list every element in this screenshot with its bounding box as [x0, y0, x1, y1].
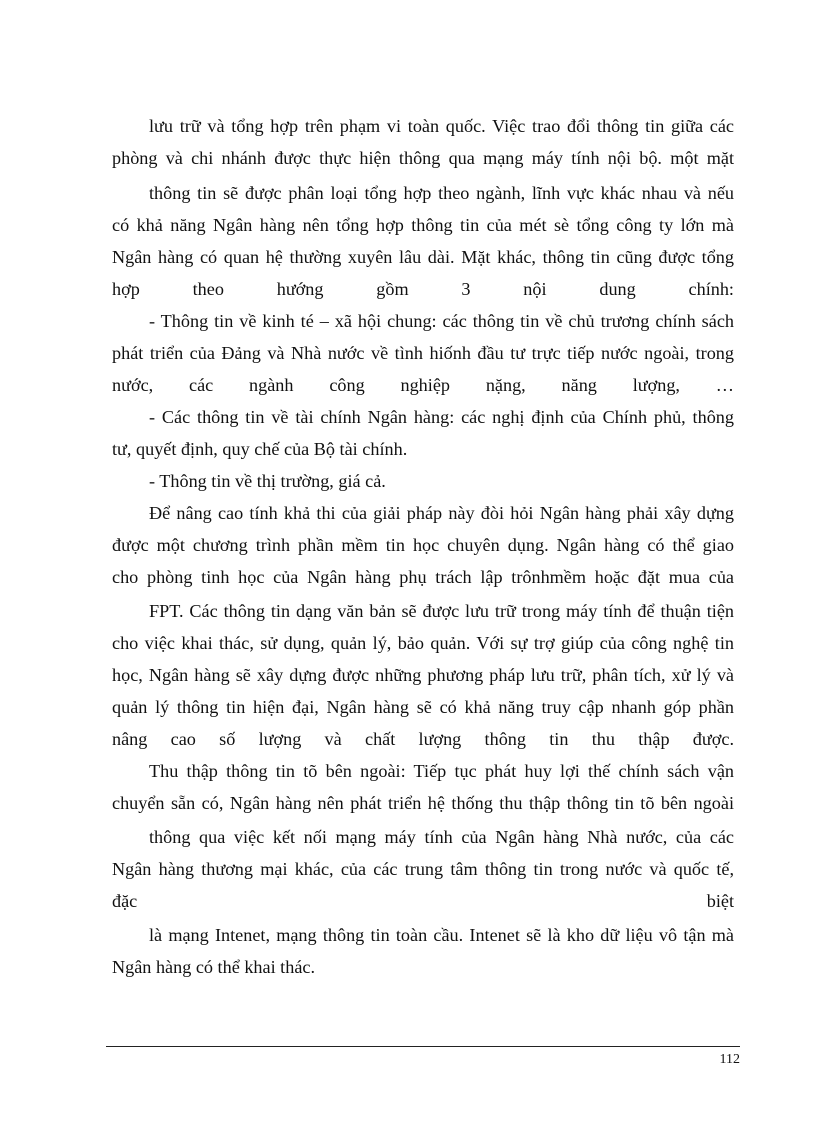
text-line: Để nâng cao tính khả thi của giải pháp này đòi hỏi Ngân hàng phải xây dựng	[149, 503, 734, 523]
text-line: FPT. Các thông tin dạng văn bản sẽ được lưu trữ trong máy tính để thuận tiện	[149, 601, 734, 621]
text-line: hợp theo hướng gồm 3 nội dung chính:	[112, 279, 734, 299]
text-line: học, Ngân hàng sẽ xây dựng được những phương pháp lưu trữ, phân tích, xử lý và	[112, 665, 734, 685]
text-line: cho việc khai thác, sử dụng, quản lý, bảo quản. Với sự trợ giúp của công nghệ tin	[112, 633, 734, 653]
text-line: nước, các ngành công nghiệp nặng, năng lượng, …	[112, 375, 734, 395]
text-line: - Thông tin về kinh té – xã hội chung: các thông tin về chủ trương chính sách	[149, 311, 734, 331]
text-line: lưu trữ và tổng hợp trên phạm vi toàn quốc. Việc trao đổi thông tin giữa các	[149, 116, 734, 136]
footer-divider	[106, 1046, 740, 1047]
text-line: phòng và chi nhánh được thực hiện thông qua mạng máy tính nội bộ. một mặt	[112, 148, 734, 168]
text-line: được một chương trình phần mềm tin học chuyên dụng. Ngân hàng có thể giao	[112, 535, 734, 555]
text-line: cho phòng tinh học của Ngân hàng phụ trách lập trônhmềm hoặc đặt mua của	[112, 567, 734, 587]
text-line: Thu thập thông tin tõ bên ngoài: Tiếp tục phát huy lợi thế chính sách vận	[149, 761, 734, 781]
text-line: tư, quyết định, quy chế của Bộ tài chính.	[112, 439, 408, 459]
text-line: chuyển sẵn có, Ngân hàng nên phát triển hệ thống thu thập thông tin tõ bên ngoài	[112, 793, 734, 813]
text-line: là mạng Intenet, mạng thông tin toàn cầu. Intenet sẽ là kho dữ liệu vô tận mà	[149, 925, 734, 945]
text-line: đặc biệt	[112, 891, 734, 911]
text-line: quản lý thông tin hiện đại, Ngân hàng sẽ có khả năng truy cập nhanh góp phần	[112, 697, 734, 717]
text-line: - Các thông tin về tài chính Ngân hàng: các nghị định của Chính phủ, thông	[149, 407, 734, 427]
text-line: thông qua việc kết nối mạng máy tính của Ngân hàng Nhà nước, của các	[149, 827, 734, 847]
page-number: 112	[719, 1052, 740, 1067]
text-line: phát triển của Đảng và Nhà nước về tình hiốnh đầu tư trực tiếp nước ngoài, trong	[112, 343, 734, 363]
text-line: nâng cao số lượng và chất lượng thông tin thu thập được.	[112, 729, 734, 749]
text-line: Ngân hàng có quan hệ thường xuyên lâu dài. Mặt khác, thông tin cũng được tổng	[112, 247, 734, 267]
text-line: - Thông tin về thị trường, giá cả.	[149, 471, 386, 491]
text-line: Ngân hàng có thể khai thác.	[112, 957, 316, 977]
text-line: thông tin sẽ được phân loại tổng hợp theo ngành, lĩnh vực khác nhau và nếu	[149, 183, 734, 203]
text-line: Ngân hàng thương mại khác, của các trung tâm thông tin trong nước và quốc tế,	[112, 859, 734, 879]
text-line: có khả năng Ngân hàng nên tổng hợp thông tin của mét sè tổng công ty lớn mà	[112, 215, 734, 235]
